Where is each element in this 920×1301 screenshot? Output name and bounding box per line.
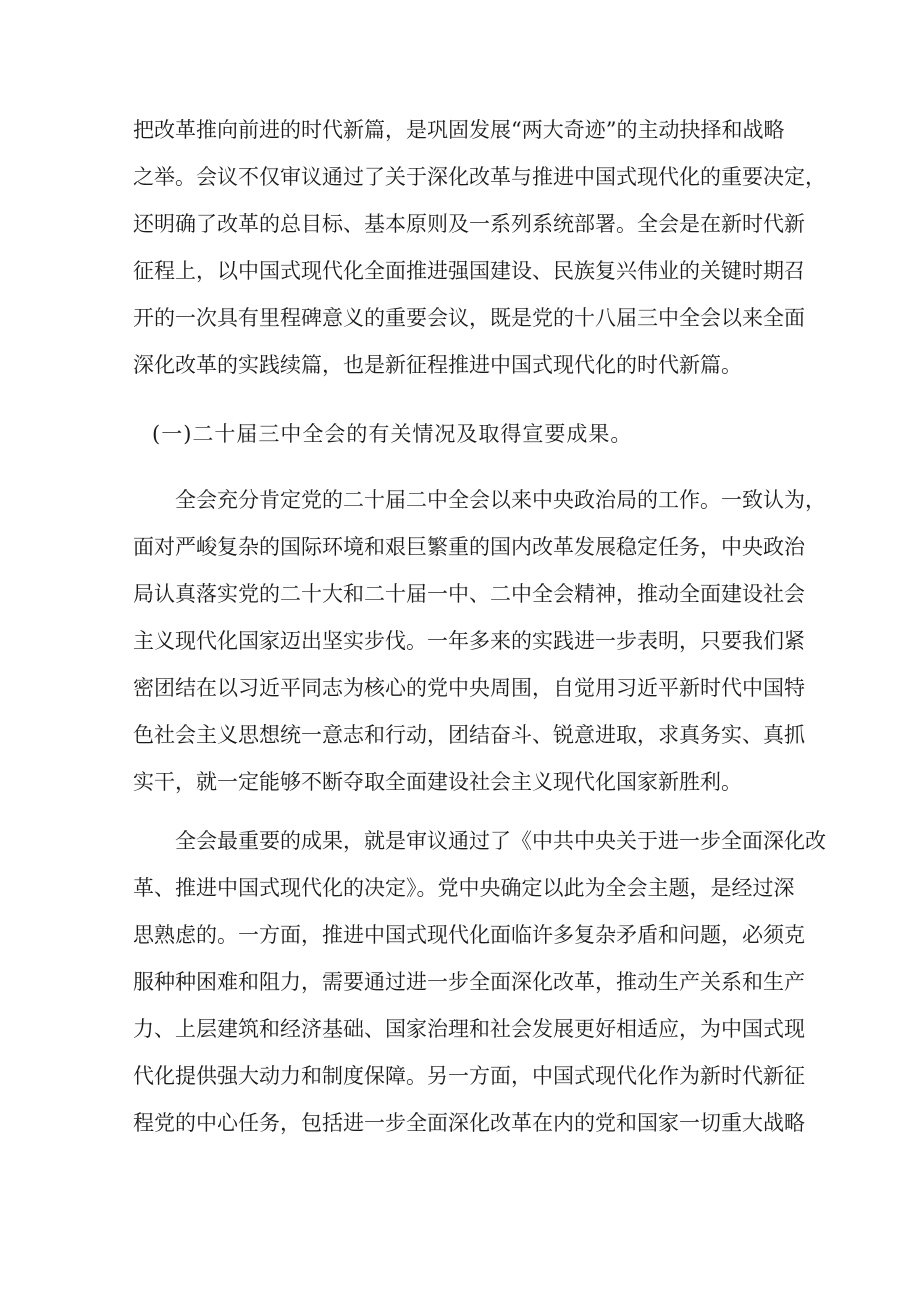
paragraph-2-line-2: 面对严峻复杂的国际环境和艰巨繁重的国内改革发展稳定任务，中央政治 <box>133 535 805 559</box>
paragraph-3-line-5: 力、上层建筑和经济基础、国家治理和社会发展更好相适应，为中国式现 <box>133 1017 805 1041</box>
paragraph-3-line-4: 服种种困难和阻力，需要通过进一步全面深化改革，推动生产关系和生产 <box>133 970 805 994</box>
paragraph-2-line-4: 主义现代化国家迈出坚实步伐。一年多来的实践进一步表明，只要我们紧 <box>133 629 805 653</box>
paragraph-3-line-1: 全会最重要的成果，就是审议通过了《中共中央关于进一步全面深化改 <box>175 829 826 853</box>
section-heading: (一)二十届三中全会的有关情况及取得宣要成果。 <box>152 422 633 446</box>
paragraph-1-line-6: 深化改革的实践续篇，也是新征程推进中国式现代化的时代新篇。 <box>133 353 742 377</box>
paragraph-2-line-6: 色社会主义思想统一意志和行动，团结奋斗、锐意进取，求真务实、真抓 <box>133 723 805 747</box>
paragraph-3-line-3: 思熟虑的。一方面，推进中国式现代化面临许多复杂矛盾和问题，必须克 <box>133 923 805 947</box>
paragraph-1-line-5: 开的一次具有里程碑意义的重要会议，既是党的十八届三中全会以来全面 <box>133 306 805 330</box>
paragraph-1-line-2: 之举。会议不仅审议通过了关于深化改革与推进中国式现代化的重要决定， <box>133 165 826 189</box>
paragraph-1-line-1: 把改革推向前进的时代新篇，是巩固发展“两大奇迹”的主动抉择和战略 <box>133 118 785 142</box>
paragraph-2-line-1: 全会充分肯定党的二十届二中全会以来中央政治局的工作。一致认为， <box>175 488 826 512</box>
paragraph-1-line-4: 征程上，以中国式现代化全面推进强国建设、民族复兴伟业的关键时期召 <box>133 259 805 283</box>
paragraph-2-line-3: 局认真落实党的二十大和二十届一中、二中全会精神，推动全面建设社会 <box>133 582 805 606</box>
paragraph-3-line-7: 程党的中心任务，包括进一步全面深化改革在内的党和国家一切重大战略 <box>133 1111 805 1135</box>
paragraph-3-line-2: 革、推进中国式现代化的决定》。党中央确定以此为全会主题，是经过深 <box>133 876 795 900</box>
paragraph-3-line-6: 代化提供强大动力和制度保障。另一方面，中国式现代化作为新时代新征 <box>133 1064 805 1088</box>
paragraph-2-line-5: 密团结在以习近平同志为核心的党中央周围，自觉用习近平新时代中国特 <box>133 676 805 700</box>
paragraph-2-line-7: 实干，就一定能够不断夺取全面建设社会主义现代化国家新胜利。 <box>133 770 742 794</box>
paragraph-1-line-3: 还明确了改革的总目标、基本原则及一系列系统部署。全会是在新时代新 <box>133 212 805 236</box>
